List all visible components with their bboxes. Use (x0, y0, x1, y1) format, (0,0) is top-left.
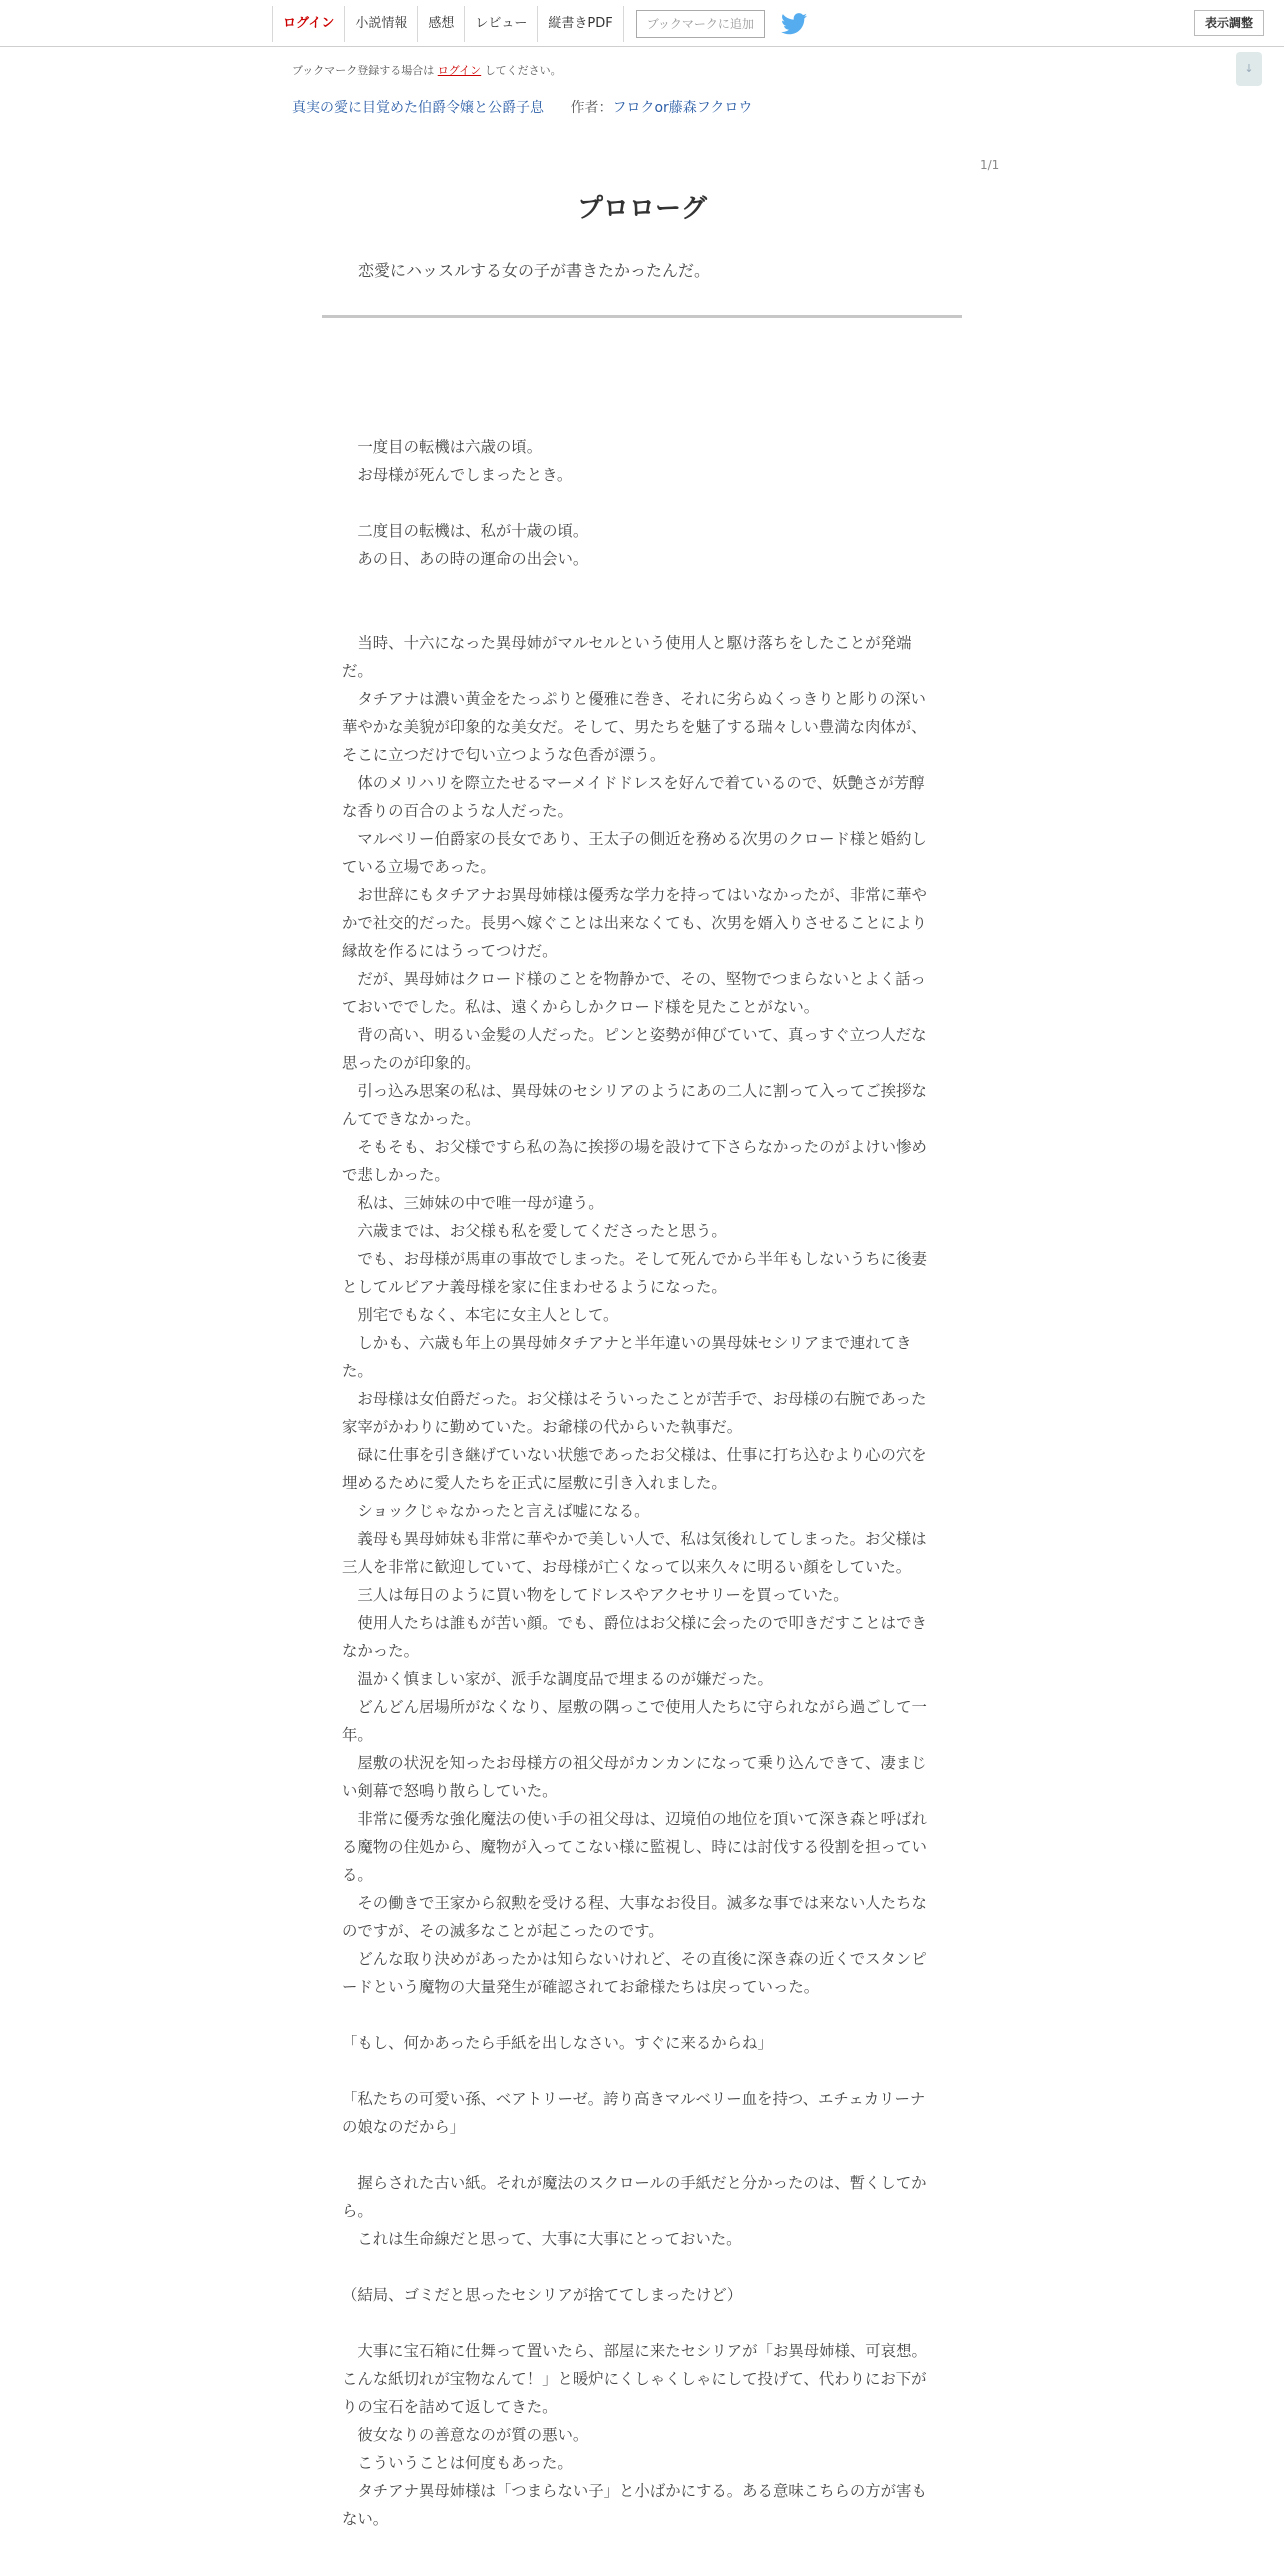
blank-line (342, 2057, 937, 2085)
body-paragraph: どんな取り決めがあったかは知らないけれど、その直後に深き森の近くでスタンピードという魔物の大量発生が確認されてお爺様たちは戻っていった。 (342, 1950, 927, 1996)
body-paragraph: お母様が死んでしまったとき。 (342, 466, 573, 484)
notice-login-link[interactable]: ログイン (437, 64, 482, 77)
body-paragraph: 屋敷の状況を知ったお母様方の祖父母がカンカンになって乗り込んできて、凄まじい剣幕で怒鳴り散らしていた。 (342, 1754, 927, 1800)
add-bookmark-button[interactable]: ブックマークに追加 (636, 10, 765, 38)
body-paragraph: タチアナは濃い黄金をたっぷりと優雅に巻き、それに劣らぬくっきりと彫りの深い華やかな美貌が印象的な美女だ。そして、男たちを魅了する瑞々しい豊満な肉体が、そこに立つだけで匂い立つような色香が漂う。 (342, 690, 927, 764)
notice-text-after: してください。 (484, 64, 562, 77)
blank-line (342, 601, 937, 629)
blank-line (342, 489, 937, 517)
body-paragraph: これは生命線だと思って、大事に大事にとっておいた。 (342, 2230, 742, 2248)
novel-title-link[interactable]: 真実の愛に目覚めた伯爵令嬢と公爵子息 (292, 100, 544, 116)
author-label: 作者： (570, 100, 613, 116)
blank-line (342, 573, 937, 601)
body-paragraph: 一度目の転機は六歳の頃。 (342, 438, 543, 456)
main-nav (272, 6, 807, 42)
body-paragraph: 温かく慎ましい家が、派手な調度品で埋まるのが嫌だった。 (342, 1670, 773, 1688)
novel-info-link[interactable]: 小説情報 (344, 6, 417, 42)
body-paragraph: 碌に仕事を引き継げていない状態であったお父様は、仕事に打ち込むより心の穴を埋めるために愛人たちを正式に屋敷に引き入れました。 (342, 1446, 927, 1492)
login-link[interactable]: ログイン (272, 6, 344, 42)
body-paragraph: （結局、ゴミだと思ったセシリアが捨ててしまったけど） (342, 2286, 743, 2304)
blank-line (342, 2253, 937, 2281)
body-paragraph: 背の高い、明るい金髪の人だった。ピンと姿勢が伸びていて、真っすぐ立つ人だな思ったのが印象的。 (342, 1026, 927, 1072)
blank-line (342, 2141, 937, 2169)
display-settings-button[interactable]: 表示調整 (1194, 10, 1264, 36)
body-paragraph: 引っ込み思案の私は、異母妹のセシリアのようにあの二人に割って入ってご挨拶なんてできなかった。 (342, 1082, 927, 1128)
bookmark-login-notice (292, 62, 562, 78)
twitter-icon[interactable] (781, 13, 807, 35)
body-paragraph: 体のメリハリを際立たせるマーメイドドレスを好んで着ているので、妖艶さが芳醇な香りの百合のような人だった。 (342, 774, 925, 820)
body-paragraph: 二度目の転機は、私が十歳の頃。 (342, 522, 589, 540)
body-paragraph: 「もし、何かあったら手紙を出しなさい。すぐに来るからね」 (342, 2034, 773, 2052)
body-paragraph: ショックじゃなかったと言えば嘘になる。 (342, 1502, 650, 1520)
body-paragraph: でも、お母様が馬車の事故でしまった。そして死んでから半年もしないうちに後妻としてルビアナ義母様を家に住まわせるようになった。 (342, 1250, 927, 1296)
body-paragraph: お世辞にもタチアナお異母姉様は優秀な学力を持ってはいなかったが、非常に華やかで社交的だった。長男へ嫁ぐことは出来なくても、次男を婿入りさせることにより縁故を作るにはうってつけだ。 (342, 886, 927, 960)
body-paragraph: 別宅でもなく、本宅に女主人として。 (342, 1306, 619, 1324)
body-paragraph: 大事に宝石箱に仕舞って置いたら、部屋に来たセシリアが「お異母姉様、可哀想。こんな紙切れが宝物なんて！」と暖炉にくしゃくしゃにして投げて、代わりにお下がりの宝石を詰めて返してきた。 (342, 2342, 927, 2416)
body-paragraph: こういうことは何度もあった。 (342, 2454, 573, 2472)
body-paragraph: 握らされた古い紙。それが魔法のスクロールの手紙だと分かったのは、暫くしてから。 (342, 2174, 927, 2220)
body-paragraph: 義母も異母姉妹も非常に華やかで美しい人で、私は気後れしてしまった。お父様は三人を非常に歓迎していて、お母様が亡くなって以来久々に明るい顔をしていた。 (342, 1530, 927, 1576)
blank-line (342, 2309, 937, 2337)
preface-divider (322, 315, 962, 318)
body-paragraph: 三人は毎日のように買い物をしてドレスやアクセサリーを買っていた。 (342, 1586, 849, 1604)
body-paragraph: 彼女なりの善意なのが質の悪い。 (342, 2426, 589, 2444)
notice-text-before: ブックマーク登録する場合は (292, 64, 435, 77)
body-paragraph: マルベリー伯爵家の長女であり、王太子の側近を務める次男のクロード様と婚約している立場であった。 (342, 830, 927, 876)
body-paragraph: どんどん居場所がなくなり、屋敷の隅っこで使用人たちに守られながら過ごして一年。 (342, 1698, 927, 1744)
body-paragraph: 非常に優秀な強化魔法の使い手の祖父母は、辺境伯の地位を頂いて深き森と呼ばれる魔物の住処から、魔物が入ってこない様に監視し、時には討伐する役割を担っている。 (342, 1810, 927, 1884)
body-paragraph: だが、異母姉はクロード様のことを物静かで、その、堅物でつまらないとよく話っておいででした。私は、遠くからしかクロード様を見たことがない。 (342, 970, 926, 1016)
novel-header (292, 97, 752, 117)
body-paragraph: 当時、十六になった異母姉がマルセルという使用人と駆け落ちをしたことが発端だ。 (342, 634, 912, 680)
body-paragraph: お母様は女伯爵だった。お父様はそういったことが苦手で、お母様の右腕であった家宰がかわりに勤めていた。お爺様の代からいた執事だ。 (342, 1390, 927, 1436)
body-paragraph: その働きで王家から叙勲を受ける程、大事なお役目。滅多な事では来ない人たちなのですが、その滅多なことが起こったのです。 (342, 1894, 927, 1940)
body-paragraph: しかも、六歳も年上の異母姉タチアナと半年違いの異母妹セシリアまで連れてきた。 (342, 1334, 912, 1380)
scroll-down-button[interactable]: ↓ (1236, 52, 1262, 86)
impressions-link[interactable]: 感想 (417, 6, 464, 42)
top-navigation-bar (0, 0, 1284, 47)
vertical-pdf-link[interactable]: 縦書きPDF (537, 6, 623, 42)
body-paragraph: タチアナ異母姉様は「つまらない子」と小ばかにする。ある意味こちらの方が害もない。 (342, 2482, 927, 2528)
blank-line (342, 2001, 937, 2029)
body-paragraph: 私は、三姉妹の中で唯一母が違う。 (342, 1194, 604, 1212)
chapter-body (342, 433, 937, 2533)
body-paragraph: 使用人たちは誰もが苦い顔。でも、爵位はお父様に会ったので叩きだすことはできなかった。 (342, 1614, 927, 1660)
body-paragraph: そもそも、お父様ですら私の為に挨拶の場を設けて下さらなかったのがよけい惨めで悲しかった。 (342, 1138, 927, 1184)
review-link[interactable]: レビュー (464, 6, 537, 42)
body-paragraph: 六歳までは、お父様も私を愛してくださったと思う。 (342, 1222, 727, 1240)
page-number: 1/1 (980, 158, 1000, 172)
body-paragraph: 「私たちの可愛い孫、ベアトリーゼ。誇り高きマルベリー血を持つ、エチェカリーナの娘なのだから」 (342, 2090, 926, 2136)
body-paragraph: あの日、あの時の運命の出会い。 (342, 550, 589, 568)
chapter-title: プロローグ (576, 194, 707, 224)
author-link[interactable]: フロクor藤森フクロウ (612, 100, 753, 116)
chapter-preface: 恋愛にハッスルする女の子が書きたかったんだ。 (358, 261, 711, 280)
